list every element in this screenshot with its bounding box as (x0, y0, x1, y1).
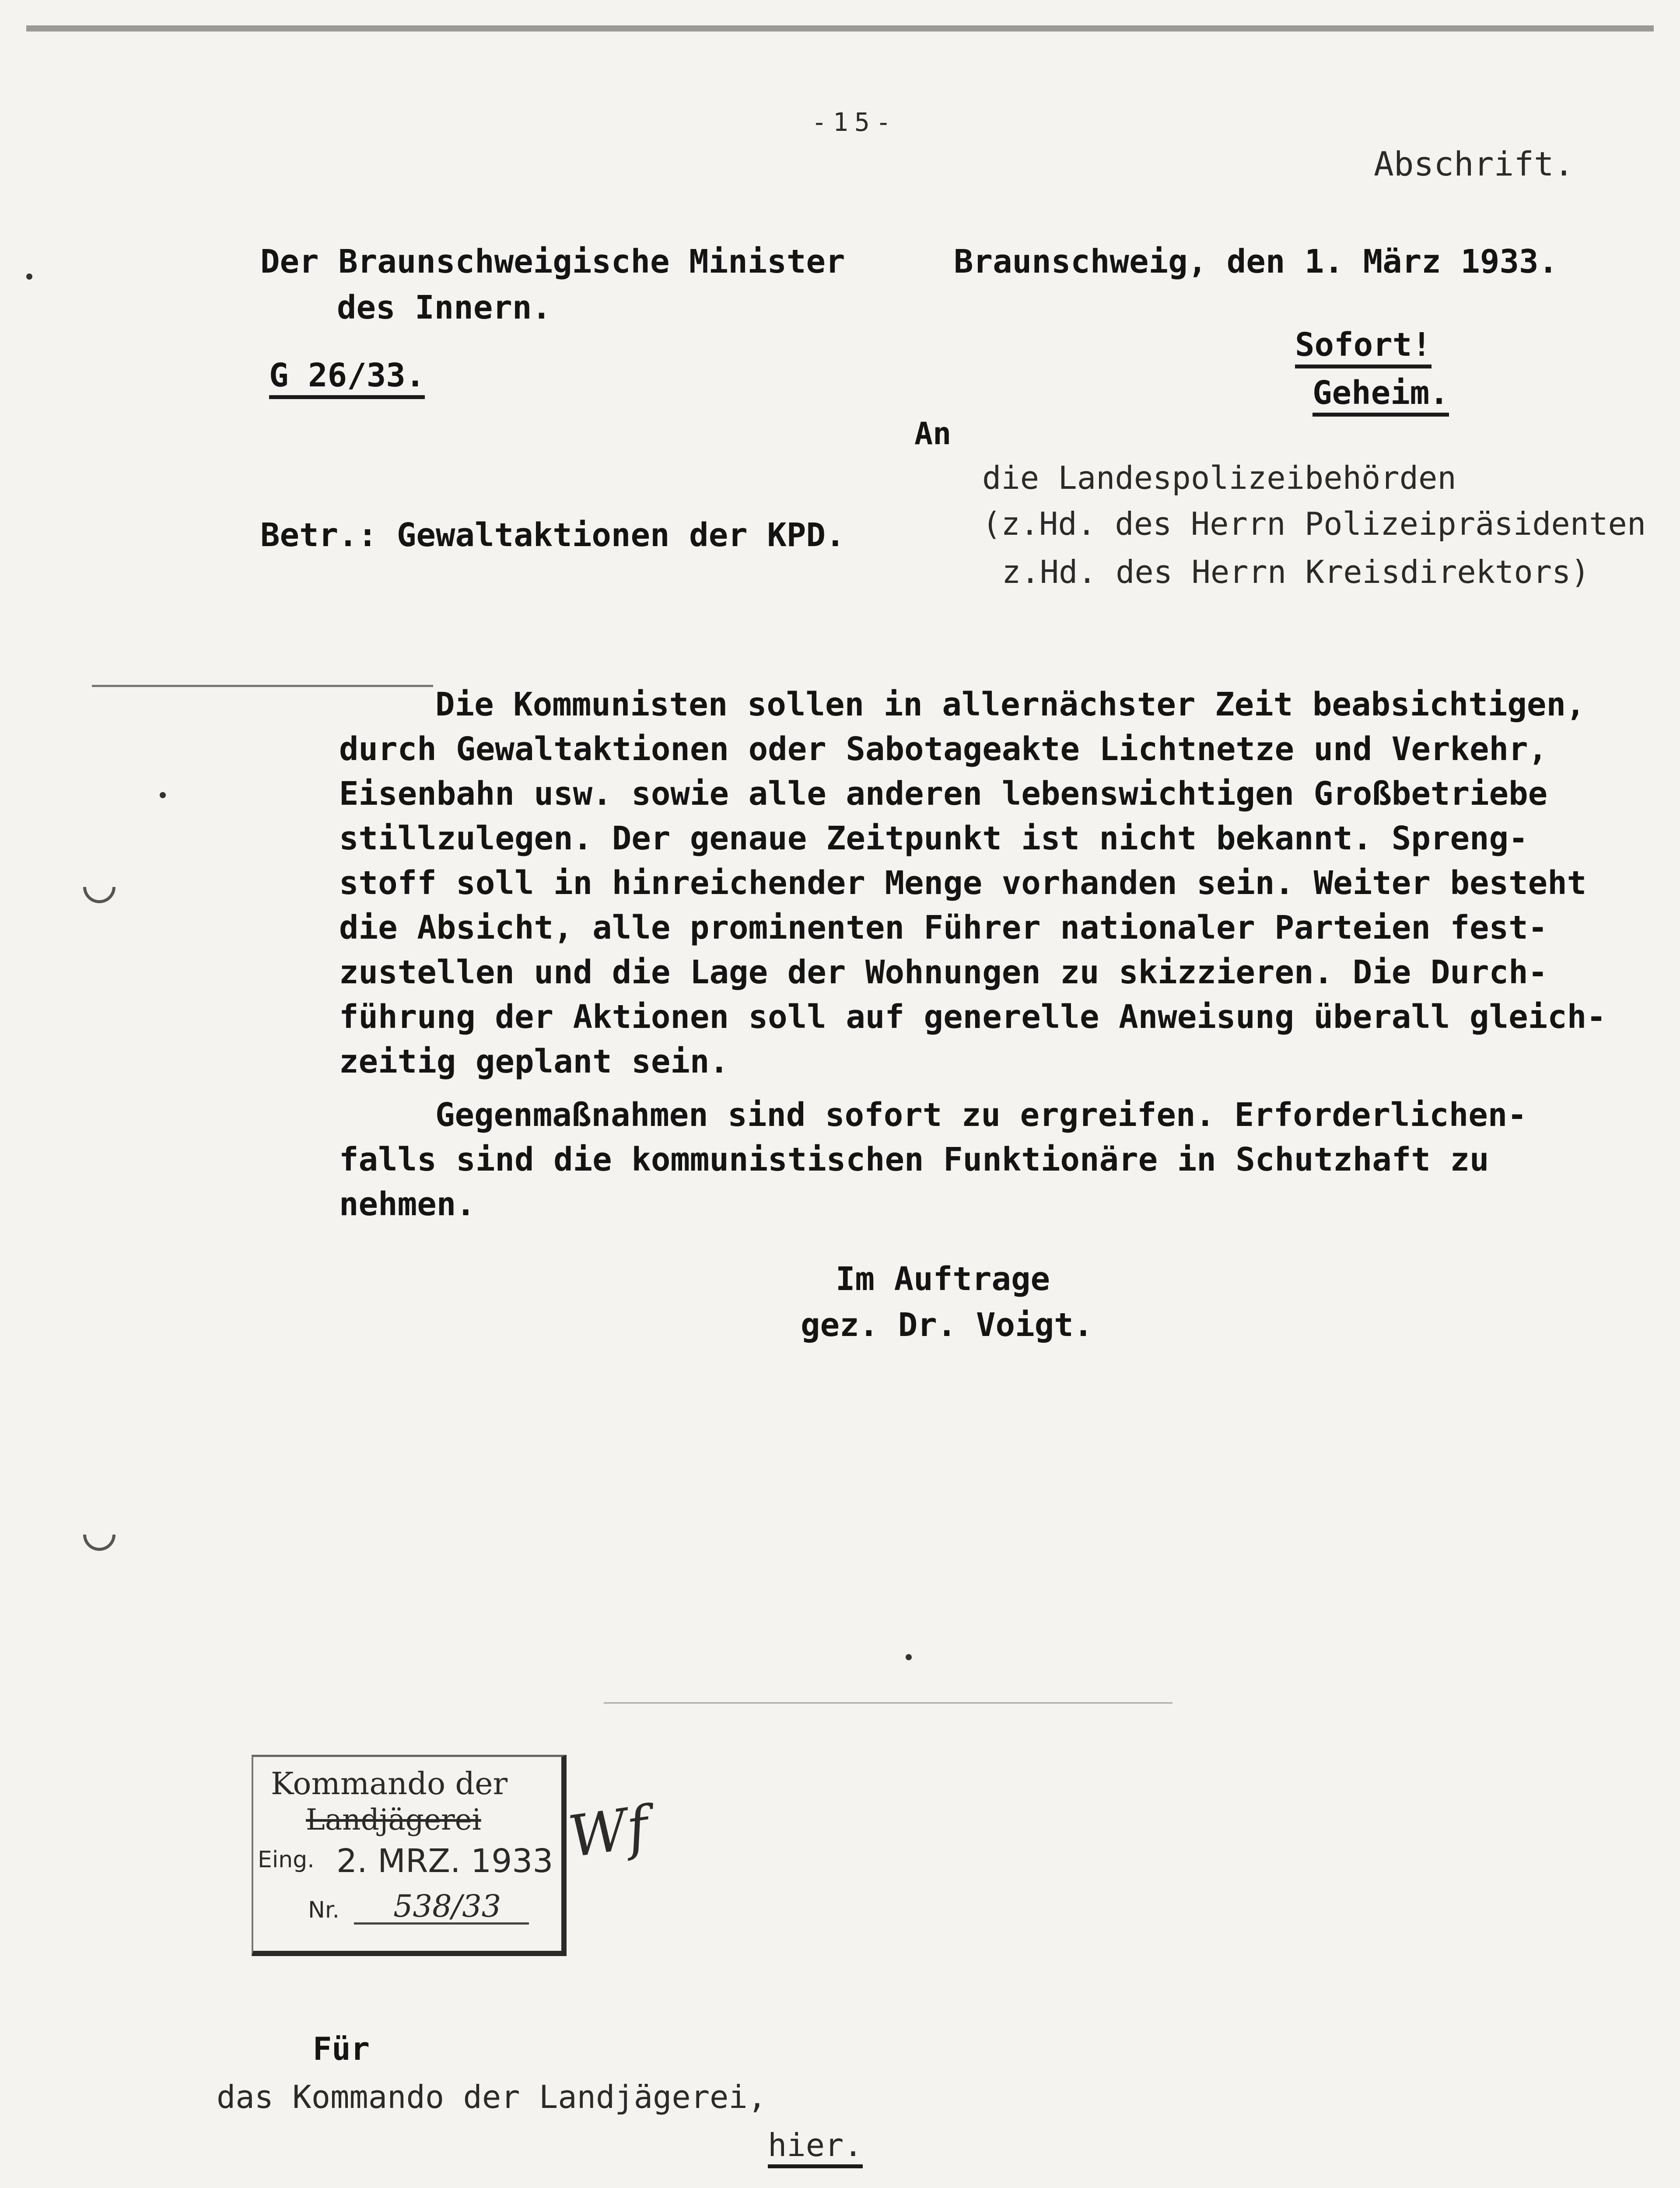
footer-for: Für (313, 2030, 370, 2067)
speck (906, 1654, 912, 1660)
body-line: Gegenmaßnahmen sind sofort zu ergreifen. Erforderlichen- (435, 1096, 1527, 1134)
body-line: die Absicht, alle prominenten Führer nationaler Parteien fest- (339, 909, 1548, 947)
receipt-stamp (252, 1755, 567, 1956)
sender-line-2: des Innern. (337, 289, 552, 326)
punch-hole-mark (77, 864, 122, 910)
page-number: -15- (812, 107, 897, 137)
body-line: zeitig geplant sein. (339, 1043, 729, 1080)
margin-scratch-line (92, 685, 433, 687)
date-line: Braunschweig, den 1. März 1933. (954, 243, 1558, 281)
body-line: Die Kommunisten sollen in allernächster Zeit beabsichtigen, (435, 686, 1586, 723)
subject-line: Betr.: Gewaltaktionen der KPD. (260, 516, 845, 554)
recipient-line-1: die Landespolizeibehörden (982, 459, 1456, 496)
copy-label: Abschrift. (1374, 144, 1574, 183)
file-number: G 26/33. (269, 357, 425, 399)
body-line: durch Gewaltaktionen oder Sabotageakte Lichtnetze und Verkehr, (339, 730, 1548, 768)
recipient-line-3: z.Hd. des Herrn Kreisdirektors) (1002, 554, 1590, 590)
body-line: stillzulegen. Der genaue Zeitpunkt ist nicht bekannt. Spreng- (339, 820, 1528, 857)
stamp-date-prefix: Eing. (258, 1847, 315, 1873)
signature-line-1: Im Auftrage (836, 1260, 1050, 1298)
speck (160, 792, 166, 798)
top-edge-rule (26, 25, 1654, 32)
speck (26, 274, 32, 280)
handwritten-initials: Wf (564, 1793, 653, 1870)
footer-addressee: das Kommando der Landjägerei, (217, 2079, 767, 2115)
body-line: falls sind die kommunistischen Funktionäre in Schutzhaft zu (339, 1141, 1489, 1178)
punch-hole-mark (77, 1512, 122, 1558)
stamp-nr-value: 538/33 (393, 1888, 501, 1924)
stamp-nr-label: Nr. (308, 1897, 340, 1923)
signature-line-2: gez. Dr. Voigt. (801, 1306, 1093, 1344)
faint-scratch-line (604, 1702, 1172, 1704)
to-label: An (914, 416, 952, 452)
urgency-geheim: Geheim. (1312, 374, 1449, 417)
body-line: zustellen und die Lage der Wohnungen zu skizzieren. Die Durch- (339, 954, 1548, 991)
recipient-line-2: (z.Hd. des Herrn Polizeipräsidenten (982, 505, 1646, 542)
sender-line-1: Der Braunschweigische Minister (260, 243, 845, 281)
stamp-line-1: Kommando der (271, 1766, 508, 1802)
body-line: stoff soll in hinreichender Menge vorhanden sein. Weiter besteht (339, 864, 1587, 902)
body-line: führung der Aktionen soll auf generelle Anweisung überall gleich- (339, 998, 1606, 1036)
body-line: nehmen. (339, 1185, 476, 1223)
footer-place: hier. (768, 2127, 863, 2168)
body-line: Eisenbahn usw. sowie alle anderen lebenswichtigen Großbetriebe (339, 775, 1548, 813)
urgency-sofort: Sofort! (1295, 326, 1432, 368)
stamp-date: 2. MRZ. 1933 (336, 1842, 553, 1880)
stamp-line-2: Landjägerei (306, 1803, 481, 1837)
